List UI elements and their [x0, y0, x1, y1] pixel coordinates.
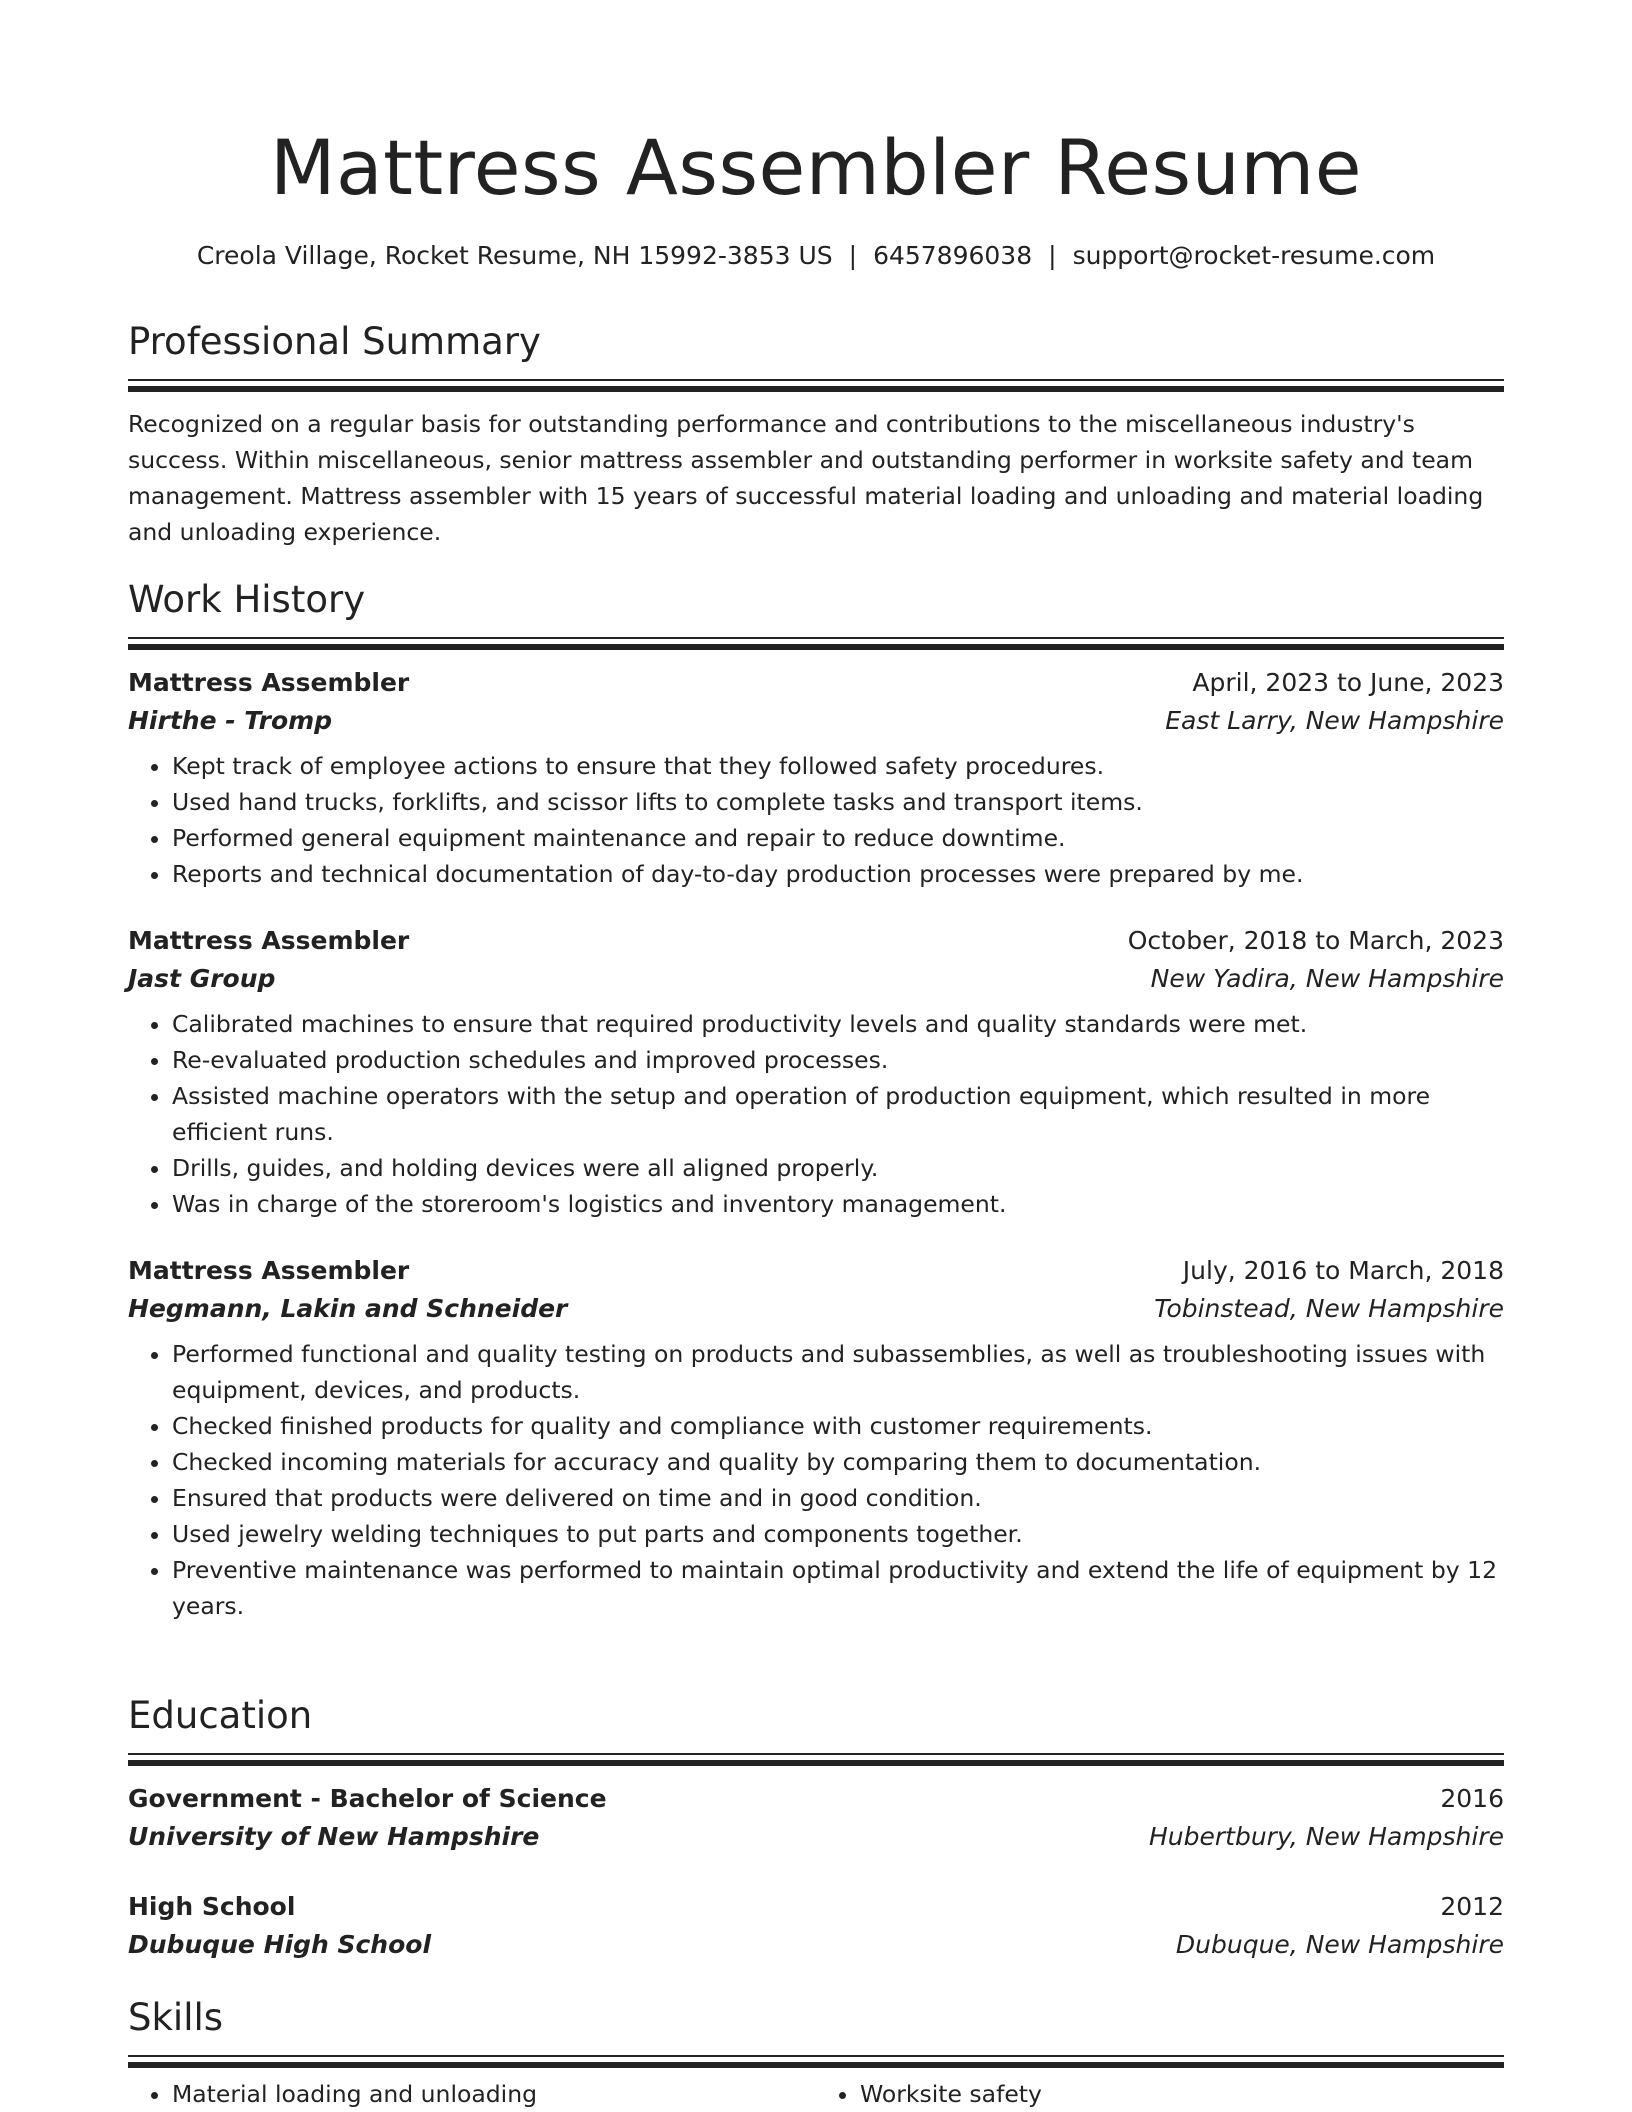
work-history-section [128, 575, 1504, 1624]
section-rule [128, 1760, 1504, 1766]
job-bullet: • Performed general equipment maintenance and repair to reduce downtime. [172, 820, 1504, 856]
skills-list [128, 2076, 1504, 2112]
section-rule [128, 2062, 1504, 2068]
section-heading: Education [128, 1694, 313, 1737]
section-rule [128, 379, 1504, 381]
contact-separator: | [848, 241, 858, 270]
job-bullet: • Checked incoming materials for accuracy and quality by comparing them to documentation. [172, 1444, 1504, 1480]
skills-section [128, 1993, 1504, 2112]
job-entry [128, 922, 1504, 1222]
job-bullet: • Calibrated machines to ensure that required productivity levels and quality standards were met. [172, 1006, 1504, 1042]
education-degree: High School [128, 1892, 296, 1921]
job-bullet: • Used jewelry welding techniques to put parts and components together. [172, 1516, 1504, 1552]
job-company: Hirthe - Tromp [128, 706, 333, 735]
job-bullet: • Ensured that products were delivered on time and in good condition. [172, 1480, 1504, 1516]
education-year: 2012 [1440, 1892, 1504, 1921]
job-location: New Yadira, New Hampshire [1150, 964, 1504, 993]
job-location: Tobinstead, New Hampshire [1154, 1294, 1504, 1323]
job-entry [128, 664, 1504, 892]
job-bullet: • Assisted machine operators with the setup and operation of production equipment, which resulted in more efficient runs. [172, 1078, 1504, 1150]
job-bullets [128, 1336, 1504, 1624]
job-bullet: • Performed functional and quality testing on products and subassemblies, as well as troubleshooting issues with equipment, devices, and products. [172, 1336, 1504, 1408]
contact-line [128, 238, 1504, 274]
education-location: Hubertbury, New Hampshire [1148, 1822, 1504, 1851]
job-title: Mattress Assembler [128, 1256, 410, 1285]
section-heading: Work History [128, 578, 366, 621]
job-dates: July, 2016 to March, 2018 [1182, 1256, 1504, 1285]
resume-title: Mattress Assembler Resume [269, 123, 1363, 212]
skill-item: • Material loading and unloading [172, 2076, 816, 2112]
job-company: Hegmann, Lakin and Schneider [128, 1294, 568, 1323]
job-bullet: • Drills, guides, and holding devices were all aligned properly. [172, 1150, 1504, 1186]
education-entry [128, 1888, 1504, 1964]
job-location: East Larry, New Hampshire [1165, 706, 1504, 735]
job-dates: April, 2023 to June, 2023 [1192, 668, 1504, 697]
skill-item: • Worksite safety [860, 2076, 1504, 2112]
education-section [128, 1691, 1504, 1964]
education-entry [128, 1780, 1504, 1856]
contact-phone: 6457896038 [873, 241, 1033, 270]
contact-address: Creola Village, Rocket Resume, NH 15992-3853 US [196, 241, 833, 270]
summary-text: Recognized on a regular basis for outstanding performance and contributions to the miscellaneous industry's success. Within miscellaneous, senior mattress assembler and outstanding performer in worksite safety and team management. Mattress assembler with 15 years of successful material loading and unloading and material loading and unloading experience. [128, 410, 1484, 546]
section-rule [128, 2055, 1504, 2057]
job-bullet: • Preventive maintenance was performed to maintain optimal productivity and extend the life of equipment by 12 years. [172, 1552, 1504, 1624]
education-school: Dubuque High School [128, 1930, 432, 1959]
education-location: Dubuque, New Hampshire [1175, 1930, 1504, 1959]
job-bullets [128, 1006, 1504, 1222]
job-dates: October, 2018 to March, 2023 [1127, 926, 1504, 955]
contact-email: support@rocket-resume.com [1072, 241, 1436, 270]
section-heading: Skills [128, 1996, 224, 2039]
job-title: Mattress Assembler [128, 668, 410, 697]
education-school: University of New Hampshire [128, 1822, 540, 1851]
skills-column-right [816, 2076, 1504, 2112]
job-bullet: • Checked finished products for quality and compliance with customer requirements. [172, 1408, 1504, 1444]
job-bullets [128, 748, 1504, 892]
job-bullet: • Was in charge of the storeroom's logistics and inventory management. [172, 1186, 1504, 1222]
education-year: 2016 [1440, 1784, 1504, 1813]
contact-separator: | [1048, 241, 1057, 270]
section-rule [128, 644, 1504, 650]
job-bullet: • Used hand trucks, forklifts, and scissor lifts to complete tasks and transport items. [172, 784, 1504, 820]
job-bullet: • Kept track of employee actions to ensure that they followed safety procedures. [172, 748, 1504, 784]
section-rule [128, 1753, 1504, 1755]
education-degree: Government - Bachelor of Science [128, 1784, 607, 1813]
skills-column-left [128, 2076, 816, 2112]
section-rule [128, 637, 1504, 639]
job-bullet: • Re-evaluated production schedules and improved processes. [172, 1042, 1504, 1078]
section-heading: Professional Summary [128, 320, 541, 363]
job-bullet: • Reports and technical documentation of day-to-day production processes were prepared by me. [172, 856, 1504, 892]
job-company: Jast Group [128, 964, 276, 993]
job-entry [128, 1252, 1504, 1624]
job-title: Mattress Assembler [128, 926, 410, 955]
summary-section [128, 317, 1504, 550]
section-rule [128, 386, 1504, 392]
